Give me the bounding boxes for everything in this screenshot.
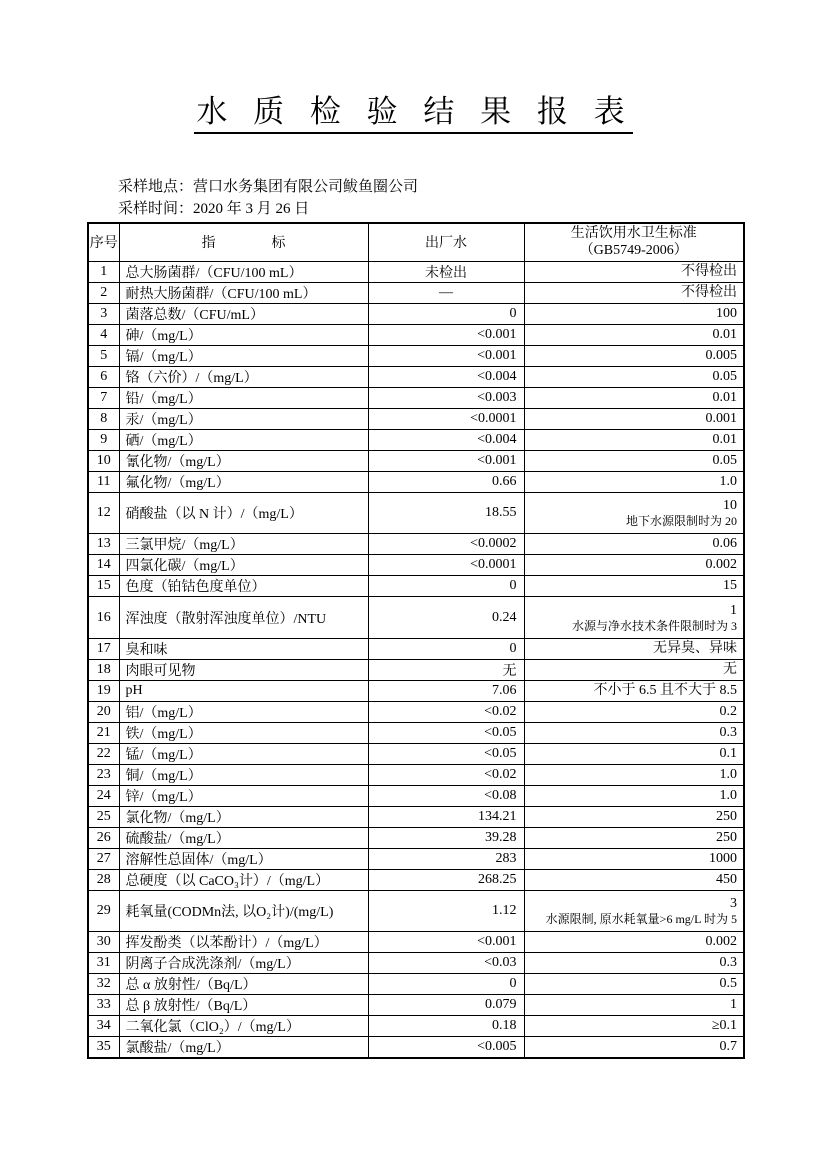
header-no: 序号 [88,223,119,261]
row-standard-value: 0.002 [705,557,737,573]
row-number: 9 [88,429,119,450]
header-row [88,223,744,261]
row-indicator: 色度（铂钴色度单位） [119,576,368,597]
row-standard-value: 15 [723,578,737,594]
row-indicator: 氟化物/（mg/L） [119,471,368,492]
row-number: 12 [88,492,119,534]
row-standard-value: 0.01 [712,389,737,405]
row-standard-note: 地下水源限制时为 20 [625,513,737,528]
row-value: <0.0001 [368,408,524,429]
row-number: 2 [88,282,119,303]
row-standard [524,555,744,576]
row-value: <0.001 [368,324,524,345]
row-number: 21 [88,722,119,743]
header-factory-water: 出厂水 [368,223,524,261]
row-standard [524,764,744,785]
row-value: 0 [368,576,524,597]
row-number: 28 [88,869,119,890]
sample-location-value: 营口水务集团有限公司鲅鱼圈公司 [193,179,419,195]
header-standard [524,223,744,261]
row-standard [524,638,744,659]
table-row [88,471,744,492]
row-indicator: 硫酸盐/（mg/L） [119,827,368,848]
row-value: <0.005 [368,1037,524,1059]
table-row [88,429,744,450]
row-standard [524,597,744,639]
row-value: <0.02 [368,764,524,785]
row-indicator: 铁/（mg/L） [119,722,368,743]
row-indicator: 总大肠菌群/（CFU/100 mL） [119,261,368,282]
row-standard-value: ≥0.1 [711,1018,737,1034]
row-standard [524,366,744,387]
sample-location-line [118,177,418,199]
row-standard-value: 0.001 [705,410,737,426]
row-standard [524,261,744,282]
row-number: 11 [88,471,119,492]
row-indicator: 耐热大肠菌群/（CFU/100 mL） [119,282,368,303]
row-value: 1.12 [368,890,524,932]
row-standard-note: 水源与净水技术条件限制时为 3 [571,618,737,633]
row-value: <0.001 [368,450,524,471]
table-row [88,722,744,743]
row-value: 18.55 [368,492,524,534]
row-value: 0 [368,974,524,995]
row-standard-value: 1 [730,997,737,1013]
table-row [88,261,744,282]
row-standard [524,324,744,345]
row-standard-value: 不小于 6.5 且不大于 8.5 [593,682,737,698]
row-standard [524,471,744,492]
table-row [88,450,744,471]
row-standard [524,785,744,806]
table-row [88,680,744,701]
row-indicator: 总 α 放射性/（Bq/L） [119,974,368,995]
row-standard-value: 3 [730,896,737,911]
row-indicator: 镉/（mg/L） [119,345,368,366]
row-indicator: 挥发酚类（以苯酚计）/（mg/L） [119,932,368,953]
row-indicator: 臭和味 [119,638,368,659]
row-value: — [368,282,524,303]
row-standard [524,743,744,764]
results-table [87,222,745,1059]
table-row [88,555,744,576]
row-number: 7 [88,387,119,408]
row-standard-value: 1.0 [719,473,737,489]
row-value: 0 [368,303,524,324]
row-value: <0.004 [368,429,524,450]
table-row [88,597,744,639]
row-number: 8 [88,408,119,429]
row-indicator: 铬（六价）/（mg/L） [119,366,368,387]
row-standard-value: 10 [723,497,737,513]
row-indicator: 阴离子合成洗涤剂/（mg/L） [119,953,368,974]
row-indicator: 氯化物/（mg/L） [119,806,368,827]
row-value: 未检出 [368,261,524,282]
row-standard-value: 0.005 [705,347,737,363]
row-number: 18 [88,659,119,680]
row-standard [524,282,744,303]
row-number: 32 [88,974,119,995]
row-number: 13 [88,534,119,555]
table-row [88,869,744,890]
row-indicator: 溶解性总固体/（mg/L） [119,848,368,869]
table-row [88,890,744,932]
row-standard [524,848,744,869]
table-row [88,303,744,324]
row-value: <0.0002 [368,534,524,555]
row-standard-value: 0.06 [712,536,737,552]
row-standard-value: 无 [723,661,737,677]
row-number: 16 [88,597,119,639]
row-standard [524,408,744,429]
row-indicator: pH [119,680,368,701]
row-standard [524,576,744,597]
row-standard-value: 0.002 [705,934,737,950]
row-indicator: 氯酸盐/（mg/L） [119,1037,368,1059]
row-number: 33 [88,995,119,1016]
row-indicator: 硝酸盐（以 N 计）/（mg/L） [119,492,368,534]
row-value: <0.003 [368,387,524,408]
row-standard [524,450,744,471]
row-number: 23 [88,764,119,785]
row-value: 0.18 [368,1016,524,1037]
row-standard [524,492,744,534]
row-standard-value: 不得检出 [681,263,737,279]
table-row [88,324,744,345]
row-number: 17 [88,638,119,659]
row-value: 283 [368,848,524,869]
row-value: 268.25 [368,869,524,890]
row-value: 7.06 [368,680,524,701]
row-indicator: 二氧化氯（ClO₂）/（mg/L） [119,1016,368,1037]
row-number: 30 [88,932,119,953]
row-standard [524,659,744,680]
row-standard [524,932,744,953]
row-standard-value: 0.05 [712,368,737,384]
row-value: 39.28 [368,827,524,848]
row-indicator: 耗氧量(CODMn法, 以O₂计)/(mg/L) [119,890,368,932]
row-standard [524,303,744,324]
row-indicator: 硒/（mg/L） [119,429,368,450]
row-standard-value: 0.5 [719,976,737,992]
row-standard [524,1016,744,1037]
row-value: 134.21 [368,806,524,827]
row-number: 27 [88,848,119,869]
row-standard-value: 1 [730,602,737,618]
table-row [88,974,744,995]
header-standard-line2: （GB5749-2006） [579,243,688,259]
sample-time-label: 采样时间： [118,200,194,217]
row-standard-value: 250 [716,808,737,824]
row-number: 14 [88,555,119,576]
row-standard-value: 0.01 [712,326,737,342]
row-standard [524,722,744,743]
row-standard [524,1037,744,1059]
row-indicator: 铅/（mg/L） [119,387,368,408]
table-row [88,995,744,1016]
row-number: 25 [88,806,119,827]
row-standard-value: 0.7 [719,1039,737,1055]
row-standard-value: 无异臭、异味 [653,640,737,656]
table-row [88,848,744,869]
row-indicator: 总硬度（以 CaCO₃计）/（mg/L） [119,869,368,890]
row-value: <0.08 [368,785,524,806]
row-value: 0 [368,638,524,659]
row-number: 35 [88,1037,119,1059]
sample-location-label: 采样地点： [118,179,194,195]
row-indicator: 四氯化碳/（mg/L） [119,555,368,576]
row-indicator: 浑浊度（散射浑浊度单位）/NTU [119,597,368,639]
sample-time-value: 2020 年 3 月 26 日 [193,200,310,217]
row-standard-value: 1.0 [719,766,737,782]
row-standard-value: 1.0 [719,787,737,803]
row-number: 20 [88,701,119,722]
row-number: 19 [88,680,119,701]
row-standard-note: 水源限制, 原水耗氧量>6 mg/L 时为 5 [545,912,737,926]
row-value: 0.24 [368,597,524,639]
row-number: 3 [88,303,119,324]
table-row [88,743,744,764]
row-standard [524,995,744,1016]
row-standard [524,701,744,722]
row-standard-value: 0.01 [712,431,737,447]
row-standard [524,974,744,995]
table-row [88,1016,744,1037]
row-indicator: 锌/（mg/L） [119,785,368,806]
table-row [88,534,744,555]
row-number: 31 [88,953,119,974]
row-standard [524,869,744,890]
row-standard [524,429,744,450]
sample-meta [118,177,418,220]
table-body [88,261,744,1058]
row-indicator: 铝/（mg/L） [119,701,368,722]
table-row [88,806,744,827]
row-value: 0.079 [368,995,524,1016]
table-row [88,366,744,387]
row-standard [524,806,744,827]
sample-time-line [118,199,418,221]
row-number: 4 [88,324,119,345]
row-standard-value: 0.05 [712,452,737,468]
table-row [88,785,744,806]
row-indicator: 三氯甲烷/（mg/L） [119,534,368,555]
table-row [88,638,744,659]
table-row [88,932,744,953]
row-value: 0.66 [368,471,524,492]
table-row [88,408,744,429]
row-number: 10 [88,450,119,471]
row-standard-value: 450 [716,871,737,887]
row-value: <0.001 [368,345,524,366]
row-standard-value: 不得检出 [681,284,737,300]
table-row [88,387,744,408]
table-row [88,1037,744,1059]
row-number: 29 [88,890,119,932]
row-indicator: 总 β 放射性/（Bq/L） [119,995,368,1016]
row-number: 6 [88,366,119,387]
row-indicator: 氰化物/（mg/L） [119,450,368,471]
row-value: <0.004 [368,366,524,387]
row-standard [524,387,744,408]
row-standard [524,953,744,974]
table-row [88,659,744,680]
row-standard [524,890,744,932]
row-value: 无 [368,659,524,680]
row-value: <0.05 [368,743,524,764]
row-indicator: 锰/（mg/L） [119,743,368,764]
row-indicator: 肉眼可见物 [119,659,368,680]
row-number: 24 [88,785,119,806]
row-value: <0.05 [368,722,524,743]
row-number: 22 [88,743,119,764]
table-row [88,492,744,534]
row-standard [524,534,744,555]
row-indicator: 砷/（mg/L） [119,324,368,345]
row-standard-value: 0.1 [719,745,737,761]
row-standard [524,345,744,366]
table-row [88,345,744,366]
row-number: 34 [88,1016,119,1037]
row-number: 5 [88,345,119,366]
row-value: <0.02 [368,701,524,722]
row-standard-value: 0.3 [719,724,737,740]
row-standard-value: 1000 [709,850,737,866]
row-standard [524,827,744,848]
row-standard [524,680,744,701]
row-indicator: 汞/（mg/L） [119,408,368,429]
table-row [88,953,744,974]
page-title: 水 质 检 验 结 果 报 表 [194,93,632,134]
row-value: <0.03 [368,953,524,974]
row-value: <0.0001 [368,555,524,576]
row-number: 1 [88,261,119,282]
row-number: 26 [88,827,119,848]
row-number: 15 [88,576,119,597]
table-row [88,764,744,785]
table-row [88,701,744,722]
row-standard-value: 0.2 [719,703,737,719]
table-row [88,282,744,303]
table-row [88,827,744,848]
row-value: <0.001 [368,932,524,953]
row-indicator: 铜/（mg/L） [119,764,368,785]
row-indicator: 菌落总数/（CFU/mL） [119,303,368,324]
row-standard-value: 0.3 [719,955,737,971]
row-standard-value: 250 [716,829,737,845]
table-row [88,576,744,597]
header-indicator: 指 标 [119,223,368,261]
table-header [88,223,744,261]
title-wrap [0,93,827,134]
row-standard-value: 100 [716,305,737,321]
header-standard-line1: 生活饮用水卫生标准 [570,226,697,242]
